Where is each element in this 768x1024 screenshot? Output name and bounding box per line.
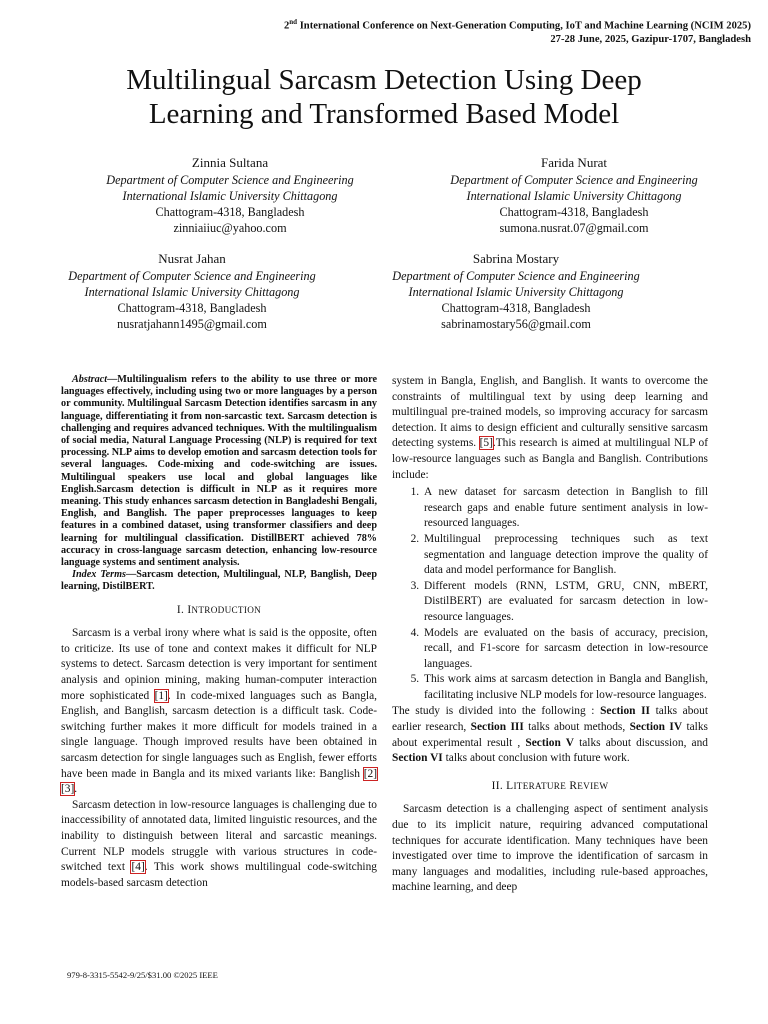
- contribution-item: 5. This work aims at sarcasm detection in Bangla and Banglish, facilitating inclusive NLP models for low-resource languages.: [422, 672, 708, 703]
- index-terms: [61, 569, 377, 593]
- contribution-item: 4. Models are evaluated on the basis of accuracy, precision, recall, and F1-score for sarcasm detection in low-resource languages.: [422, 626, 708, 673]
- contributions-list: [392, 485, 708, 703]
- author-block: [366, 251, 666, 332]
- author-email[interactable]: zinniaiiuc@yahoo.com: [173, 221, 287, 235]
- abstract-text: —Multilingualism refers to the ability to use three or more languages effectively, including using two or more languages by a person or community. Multilingual Sarcasm Detection identifies sarcasm in any language, differentiating it from non-sarcastic text. Sarcasm detection is challenging and requires advanced techniques. With the multilingualism of social media, Natural Language Processing (NLP) is required for text processing. NLP aims to develop emotion and sarcasm detection tools for several languages. Code-mixing and code-switching are issues. Multilingual speakers use local and global languages like English.Sarcasm detection is difficult in NLP as it requires more meaning. This study enhances sarcasm detection in Bangladeshi Bengali, English, and Banglish. The paper preprocesses languages to keep features in a combined dataset, using transformer classifiers and deep learning for multilingual classification. DistillBERT achieved 78% accuracy in cross-language sarcasm detection, enhancing low-resource language systems and sentiment analysis.: [61, 374, 377, 569]
- citation-link[interactable]: [5]: [479, 437, 493, 450]
- citation-link[interactable]: [3]: [61, 783, 75, 796]
- author-dept: Department of Computer Science and Engineering: [450, 173, 698, 187]
- conference-header: [284, 16, 751, 46]
- literature-paragraph-1: Sarcasm detection is a challenging aspect of sentiment analysis due to its implicit nature, requiring advanced computational techniques for accurate identification. Many techniques have been investigated over time to improve the identification of sarcasm in many languages and modalities, including rule-based approaches, machine learning, and deep: [392, 803, 708, 894]
- citation-link[interactable]: [4]: [131, 861, 145, 874]
- author-univ: International Islamic University Chittagong: [466, 189, 682, 203]
- author-block: [414, 155, 734, 236]
- author-univ: International Islamic University Chittagong: [408, 285, 624, 299]
- author-dept: Department of Computer Science and Engineering: [68, 269, 316, 283]
- index-terms-label: Index Terms: [72, 569, 127, 581]
- author-address: Chattogram-4318, Bangladesh: [499, 205, 649, 219]
- author-univ: International Islamic University Chittagong: [122, 189, 338, 203]
- abstract: [61, 374, 377, 569]
- author-block: [80, 155, 380, 236]
- author-name: Farida Nurat: [540, 155, 608, 170]
- contribution-item: 1. A new dataset for sarcasm detection in Banglish to fill research gaps and enable future sentiment analysis in low-resourced languages.: [422, 485, 708, 532]
- author-address: Chattogram-4318, Bangladesh: [155, 205, 305, 219]
- author-name: Zinnia Sultana: [191, 155, 269, 170]
- intro-paragraph-1: Sarcasm is a verbal irony where what is said is the opposite, often to criticize. Its use of tone and context makes it difficult for NLP systems to detect. Sarcasm detection is very important for sentiment analysis and opinion mining, making human-computer interaction more sophisticated [1]. In code-mixed languages such as Bangla, English, and Banglish, sarcasm detection is a difficult task. Code-switching further makes it more difficult for models trained in a single language. Though improved results have been obtained in sarcasm detection for single languages such as English, fewer efforts have been made in Bangla and its mixed variants like: Banglish [2] [3].: [61, 627, 378, 796]
- author-address: Chattogram-4318, Bangladesh: [441, 301, 591, 315]
- left-column: [61, 374, 377, 891]
- index-terms-text: —Sarcasm detection, Multilingual, NLP, Banglish, Deep learning, DistilBERT.: [61, 569, 377, 593]
- copyright-footer: 979-8-3315-5542-9/25/$31.00 ©2025 IEEE: [67, 970, 218, 980]
- author-dept: Department of Computer Science and Engineering: [106, 173, 354, 187]
- section-heading-literature-review: II. LITERATURE REVIEW: [491, 779, 609, 792]
- author-email[interactable]: nusratjahann1495@gmail.com: [117, 317, 267, 331]
- paper-title: Multilingual Sarcasm Detection Using Deep Learning and Transformed Based Model: [126, 64, 642, 130]
- citation-link[interactable]: [2]: [363, 767, 377, 780]
- author-email[interactable]: sumona.nusrat.07@gmail.com: [499, 221, 649, 235]
- section-heading-introduction: I. INTRODUCTION: [176, 603, 262, 616]
- author-name: Nusrat Jahan: [158, 251, 226, 266]
- author-dept: Department of Computer Science and Engineering: [392, 269, 640, 283]
- author-email[interactable]: sabrinamostary56@gmail.com: [441, 317, 591, 331]
- right-column: [392, 374, 708, 896]
- author-address: Chattogram-4318, Bangladesh: [117, 301, 267, 315]
- intro-paragraph-2: Sarcasm detection in low-resource languages is challenging due to inaccessibility of annotated data, limited linguistic resources, and the inability to distinguish between literal and sarcastic meanings. Current NLP models struggle with various structures in code-switched text [4]. This work shows multilingual code-switching models-based sarcasm detection: [61, 798, 377, 889]
- contribution-item: 2. Multilingual preprocessing techniques such as text segmentation and language detection improve the quality of data and model performance for Banglish.: [422, 532, 708, 579]
- intro-continuation: system in Bangla, English, and Banglish. It wants to overcome the constraints of multilingual text by using deep learning and multilingual pre-trained models, so improving accuracy for sarcasm detection. It aims to design efficient and culturally sensitive sarcasm detecting systems. [5].This research is aimed at multilingual NLP of low-resource languages such as Bangla and Banglish. Contributions include:: [392, 375, 708, 481]
- abstract-label: Abstract: [72, 374, 108, 385]
- author-name: Sabrina Mostary: [472, 251, 560, 266]
- author-block: [42, 251, 342, 332]
- citation-link[interactable]: [1]: [154, 689, 168, 702]
- paper-organization: The study is divided into the following : Section II talks about earlier research, Section III talks about methods, Section IV talks about experimental result , Section V talks about discussion, and Section VI talks about conclusion with future work.: [392, 705, 708, 765]
- conference-line-2: 27-28 June, 2025, Gazipur-1707, Bangladesh: [550, 33, 751, 45]
- author-univ: International Islamic University Chittagong: [84, 285, 300, 299]
- contribution-item: 3. Different models (RNN, LSTM, GRU, CNN, mBERT, DistilBERT) are evaluated for sarcasm detection in low-resource languages.: [422, 579, 708, 626]
- conference-line-1: 2nd International Conference on Next-Generation Computing, IoT and Machine Learning (NCIM 2025): [283, 18, 751, 32]
